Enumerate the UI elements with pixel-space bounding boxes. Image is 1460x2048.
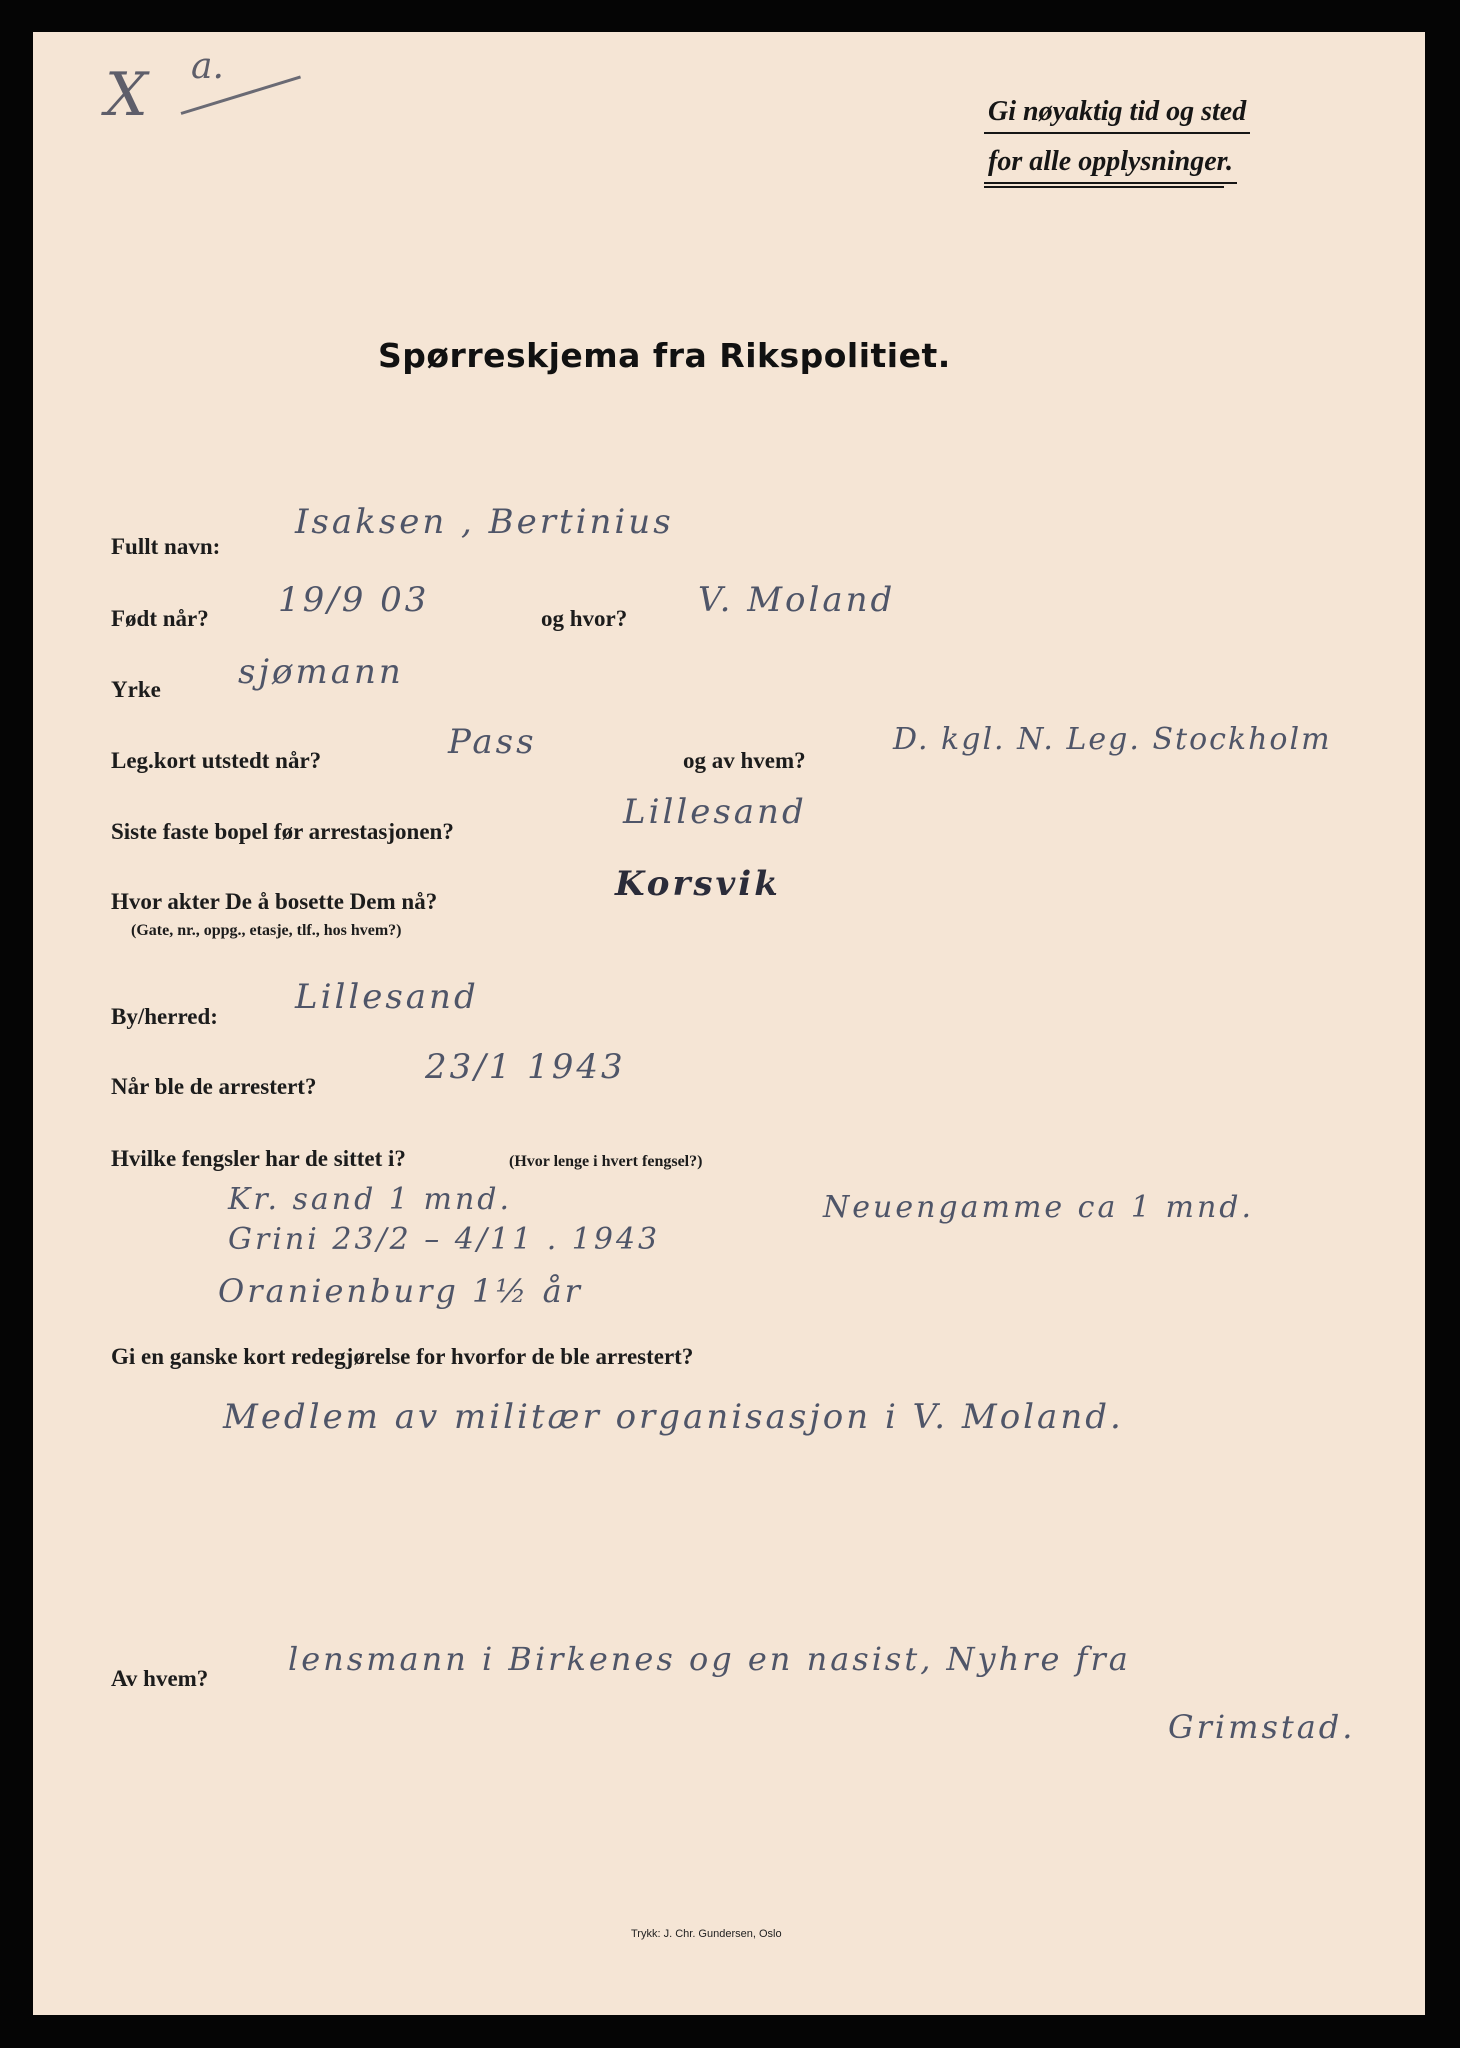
label-reason: Gi en ganske kort redegjørelse for hvorfor de ble arrestert? [111, 1344, 694, 1369]
printer-imprint: Trykk: J. Chr. Gundersen, Oslo [631, 1928, 782, 1940]
label-occupation: Yrke [111, 677, 161, 702]
value-reason: Medlem av militær organisasjon i V. Moland. [223, 1397, 1124, 1437]
form-sheet [33, 32, 1425, 2015]
value-arrested-by-line-1: lensmann i Birkenes og en nasist, Nyhre fra [288, 1640, 1131, 1678]
label-full-name: Fullt navn: [111, 534, 221, 559]
label-town: By/herred: [111, 1004, 218, 1029]
instruction-line-1: Gi nøyaktig tid og sted [984, 96, 1250, 134]
label-prisons-hint: (Hvor lenge i hvert fengsel?) [509, 1153, 703, 1170]
value-prison-3: Oranienburg 1½ år [218, 1272, 583, 1310]
handwritten-mark-x: X [105, 60, 148, 130]
label-prisons: Hvilke fengsler har de sittet i? [111, 1146, 406, 1171]
value-id-card-when: Pass [448, 722, 537, 762]
label-last-residence: Siste faste bopel før arrestasjonen? [111, 819, 454, 844]
value-born-where: V. Moland [698, 580, 896, 620]
label-born-where: og hvor? [541, 606, 628, 631]
value-occupation: sjømann [238, 652, 404, 692]
value-full-name: Isaksen , Bertinius [295, 502, 674, 542]
value-town: Lillesand [295, 977, 479, 1017]
label-intended-residence: Hvor akter De å bosette Dem nå? [111, 889, 438, 914]
label-intended-residence-hint: (Gate, nr., oppg., etasje, tlf., hos hvem?) [131, 922, 402, 939]
handwritten-mark-a: a. [191, 46, 224, 87]
value-arrest-date: 23/1 1943 [425, 1047, 626, 1087]
label-born-when: Født når? [111, 606, 209, 631]
value-prison-4: Neuengamme ca 1 mnd. [823, 1190, 1255, 1225]
value-last-residence: Lillesand [623, 792, 807, 832]
value-born-when: 19/9 03 [278, 580, 430, 620]
label-arrested-by: Av hvem? [111, 1666, 209, 1691]
value-arrested-by-line-2: Grimstad. [1168, 1708, 1356, 1746]
value-prison-2: Grini 23/2 – 4/11 . 1943 [228, 1222, 661, 1257]
form-title: Spørreskjema fra Rikspolitiet. [378, 336, 951, 375]
label-id-card-when: Leg.kort utstedt når? [111, 748, 322, 773]
label-arrest-date: Når ble de arrestert? [111, 1074, 317, 1099]
instruction-underline [984, 186, 1224, 188]
label-id-card-by-whom: og av hvem? [683, 748, 806, 773]
value-intended-residence: Korsvik [615, 864, 781, 904]
value-prison-1: Kr. sand 1 mnd. [228, 1182, 513, 1217]
instruction-line-2: for alle opplysninger. [984, 146, 1237, 184]
value-id-card-by-whom: D. kgl. N. Leg. Stockholm [893, 722, 1332, 757]
